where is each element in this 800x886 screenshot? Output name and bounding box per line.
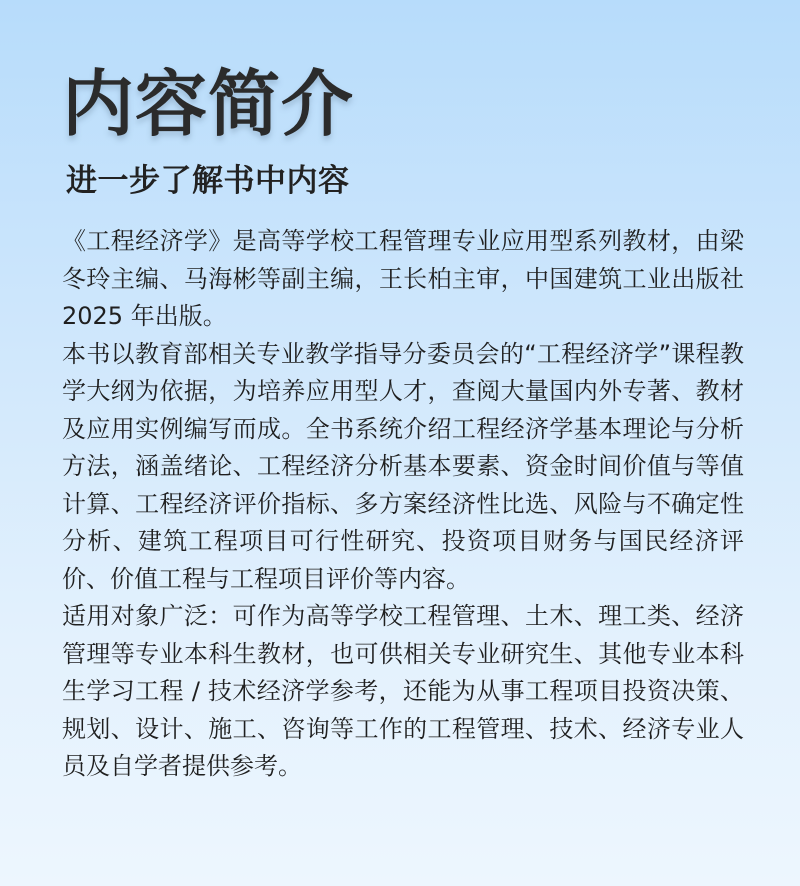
introduction-body [62, 223, 744, 786]
page-subtitle: 进一步了解书中内容 [66, 163, 350, 199]
page-title: 内容简介 [62, 62, 355, 146]
target-audience-paragraph: 适用对象广泛：可作为高等学校工程管理、土木、理工类、经济管理等专业本科生教材，也可供相关专业研究生、其他专业本科生学习工程 / 技术经济学参考，还能为从事工程项目投资决策、规划、设计、施工、咨询等工作的工程管理、技术、经济专业人员及自学者提供参考。 [62, 602, 744, 780]
book-publication-paragraph: 《工程经济学》是高等学校工程管理专业应用型系列教材，由梁冬玲主编、马海彬等副主编，王长柏主审，中国建筑工业出版社 2025 年出版。 [62, 227, 744, 330]
book-content-paragraph: 本书以教育部相关专业教学指导分委员会的“工程经济学”课程教学大纲为依据，为培养应用型人才，查阅大量国内外专著、教材及应用实例编写而成。全书系统介绍工程经济学基本理论与分析方法，涵盖绪论、工程经济分析基本要素、资金时间价值与等值计算、工程经济评价指标、多方案经济性比选、风险与不确定性分析、建筑工程项目可行性研究、投资项目财务与国民经济评价、价值工程与工程项目评价等内容。 [62, 339, 744, 593]
